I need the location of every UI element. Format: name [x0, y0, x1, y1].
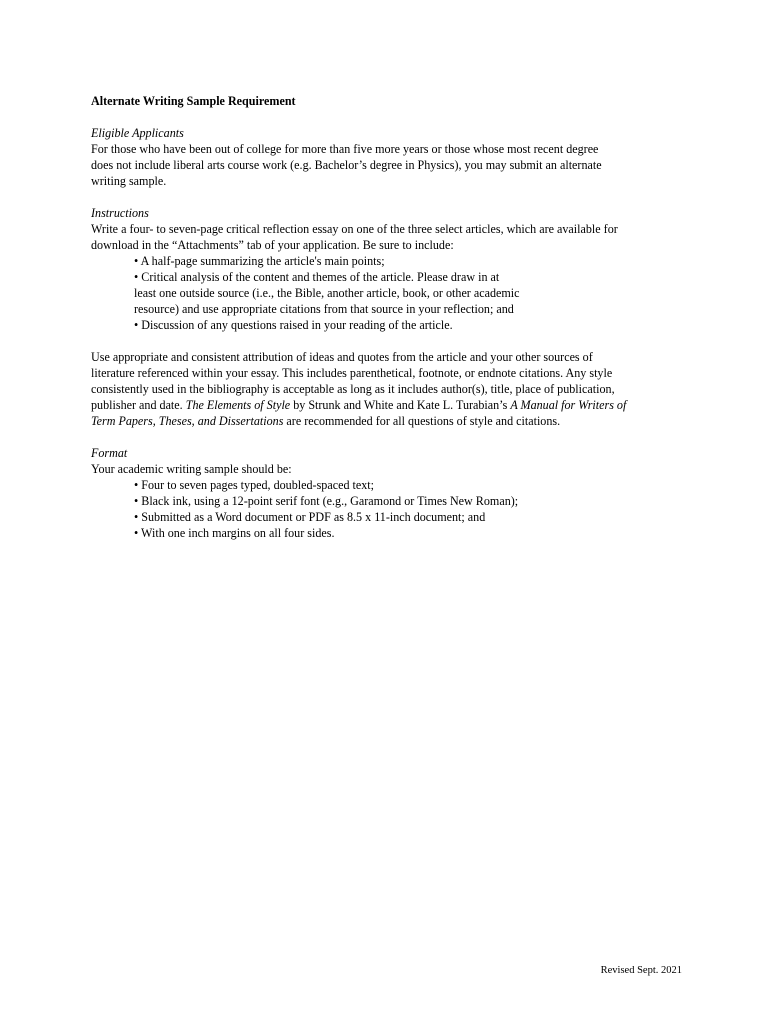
attribution-line-4 — [91, 397, 626, 413]
format-heading: Format — [91, 446, 128, 460]
instructions-bullet-2-cont: least one outside source (i.e., the Bible, another article, book, or other academic — [134, 286, 520, 300]
format-bullet-1: • Four to seven pages typed, doubled-spaced text; — [134, 478, 375, 492]
eligible-heading: Eligible Applicants — [91, 126, 184, 140]
attribution-line-3: consistently used in the bibliography is acceptable as long as it includes author(s), title, place of publication, — [91, 382, 615, 396]
format-intro: Your academic writing sample should be: — [91, 462, 292, 476]
instructions-bullet-2-cont: resource) and use appropriate citations from that source in your reflection; and — [134, 302, 514, 316]
document-title: Alternate Writing Sample Requirement — [91, 94, 296, 108]
attribution-line-5 — [91, 413, 560, 429]
eligible-line-1: For those who have been out of college for more than five more years or those whose most recent degree — [91, 142, 599, 156]
eligible-line-2: does not include liberal arts course work (e.g. Bachelor’s degree in Physics), you may submit an alternate — [91, 158, 602, 172]
book-title-manual: A Manual for Writers of — [510, 398, 627, 412]
instructions-line-1: Write a four- to seven-page critical reflection essay on one of the three select articles, which are available for — [91, 222, 618, 236]
attribution-text: publisher and date. — [91, 398, 186, 412]
attribution-line-2: literature referenced within your essay. This includes parenthetical, footnote, or endnote citations. Any style — [91, 366, 613, 380]
book-title-elements-of-style: The Elements of Style — [185, 398, 291, 412]
attribution-text: are recommended for all questions of style and citations. — [283, 414, 561, 428]
instructions-bullet-2: • Critical analysis of the content and themes of the article. Please draw in at — [134, 270, 500, 284]
eligible-line-3: writing sample. — [91, 174, 167, 188]
attribution-line-1: Use appropriate and consistent attribution of ideas and quotes from the article and your other sources of — [91, 350, 593, 364]
format-bullet-2: • Black ink, using a 12-point serif font (e.g., Garamond or Times New Roman); — [134, 494, 519, 508]
instructions-bullet-3: • Discussion of any questions raised in your reading of the article. — [134, 318, 453, 332]
format-bullet-3: • Submitted as a Word document or PDF as 8.5 x 11-inch document; and — [134, 510, 486, 524]
format-bullet-4: • With one inch margins on all four sides. — [134, 526, 335, 540]
instructions-heading: Instructions — [91, 206, 149, 220]
instructions-bullet-1: • A half-page summarizing the article's main points; — [134, 254, 385, 268]
book-title-manual-cont: Term Papers, Theses, and Dissertations — [91, 414, 284, 428]
instructions-line-2: download in the “Attachments” tab of your application. Be sure to include: — [91, 238, 454, 252]
attribution-text: by Strunk and White and Kate L. Turabian’s — [290, 398, 511, 412]
revision-footer: Revised Sept. 2021 — [600, 965, 682, 976]
